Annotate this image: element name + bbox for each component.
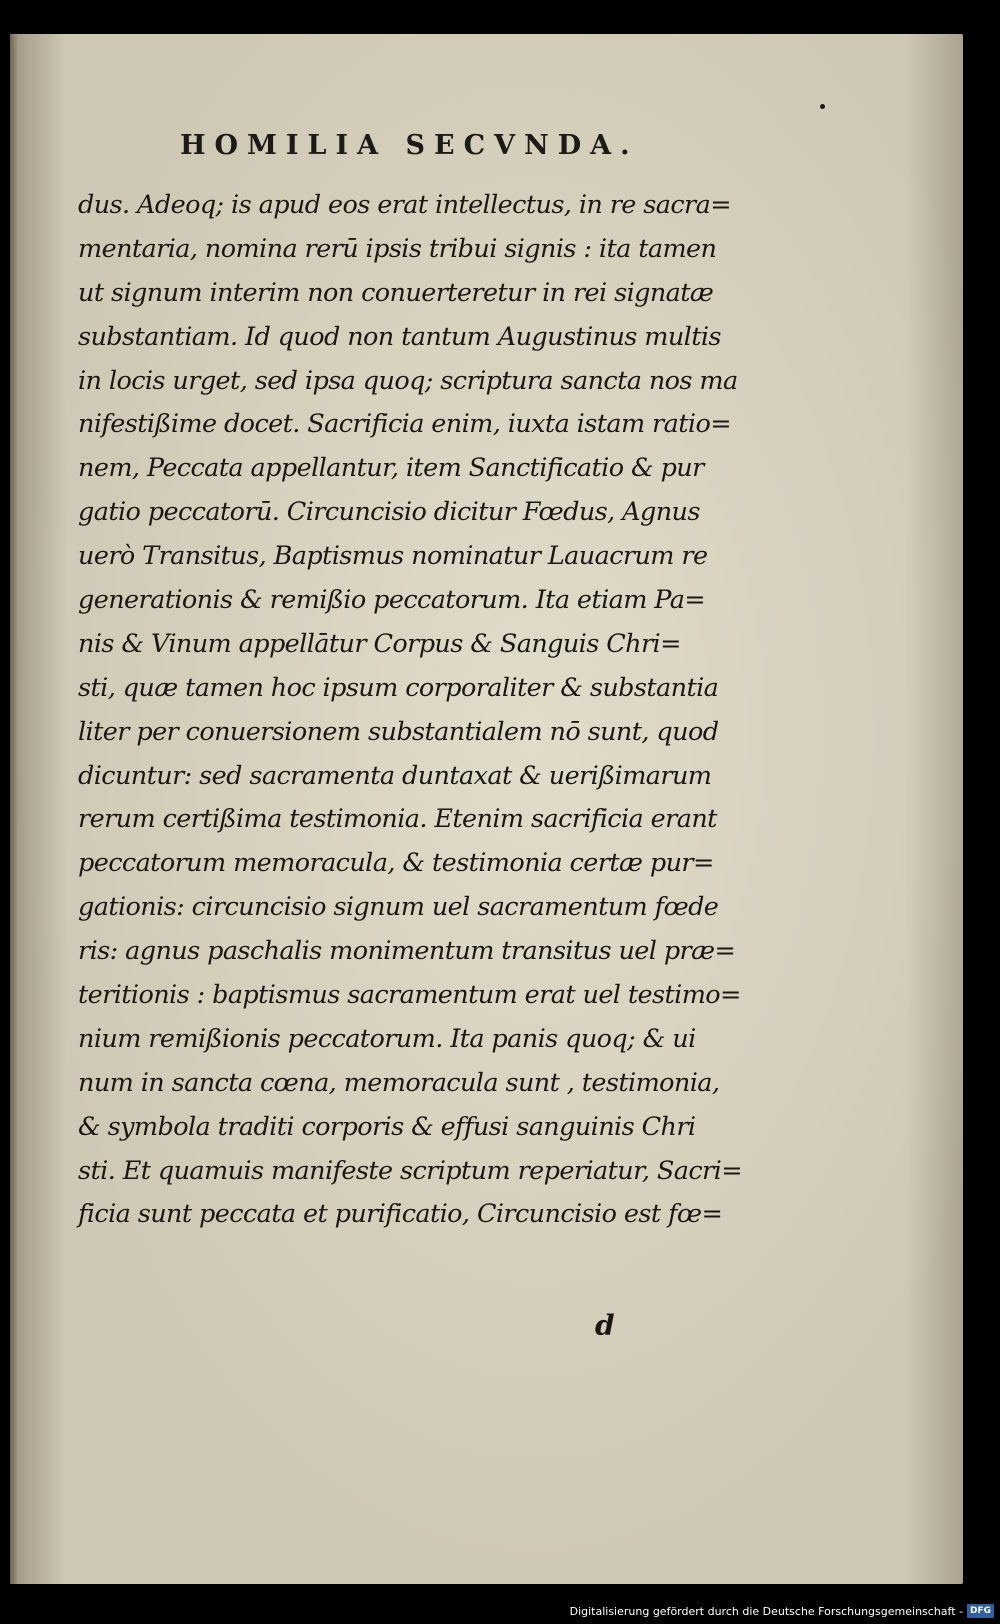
ink-dot xyxy=(820,104,825,109)
text-line: teritionis : baptismus sacramentum erat uel testimo= xyxy=(78,980,741,1011)
body-text xyxy=(78,184,758,1237)
text-line: uerò Transitus, Baptismus nominatur Lauacrum re xyxy=(78,541,708,572)
text-line: gatio peccatorū. Circuncisio dicitur Fœdus, Agnus xyxy=(78,497,700,528)
text-line: & symbola traditi corporis & effusi sanguinis Chri xyxy=(78,1111,696,1142)
text-line: sti. Et quamuis manifeste scriptum reperiatur, Sacri= xyxy=(78,1155,742,1186)
text-line: gationis: circuncisio signum uel sacramentum fœde xyxy=(78,892,719,923)
text-line: mentaria, nomina rerū ipsis tribui signis : ita tamen xyxy=(78,233,717,264)
book-page xyxy=(10,34,963,1584)
text-line: nifestißime docet. Sacrificia enim, iuxta istam ratio= xyxy=(78,409,731,440)
text-line: rerum certißima testimonia. Etenim sacrificia erant xyxy=(78,804,717,835)
text-line: ficia sunt peccata et purificatio, Circuncisio est fœ= xyxy=(78,1199,723,1230)
text-line: nis & Vinum appellātur Corpus & Sanguis Chri= xyxy=(78,628,681,659)
page-gutter xyxy=(10,34,24,1584)
text-line: liter per conuersionem substantialem nō sunt, quod xyxy=(78,716,719,747)
text-line: dus. Adeoq; is apud eos erat intellectus, in re sacra= xyxy=(78,190,732,220)
text-line: num in sancta cœna, memoracula sunt , testimonia, xyxy=(78,1067,720,1098)
text-line: ris: agnus paschalis monimentum transitus uel præ= xyxy=(78,936,736,967)
text-line: sti, quæ tamen hoc ipsum corporaliter & substantia xyxy=(78,672,719,703)
text-line: in locis urget, sed ipsa quoq; scriptura sancta nos ma xyxy=(78,365,738,396)
text-line: nem, Peccata appellantur, item Sanctificatio & pur xyxy=(78,453,704,484)
text-line: dicuntur: sed sacramenta duntaxat & uerißimarum xyxy=(78,760,712,791)
footer-text: Digitalisierung gefördert durch die Deutsche Forschungsgemeinschaft - xyxy=(569,1604,963,1618)
text-line: substantiam. Id quod non tantum Augustinus multis xyxy=(78,321,721,352)
text-line: ut signum interim non conuerteretur in rei signatæ xyxy=(78,277,714,308)
dfg-logo-icon: DFG xyxy=(967,1604,994,1618)
running-head: HOMILIA SECVNDA. xyxy=(180,130,639,161)
text-line: generationis & remißio peccatorum. Ita etiam Pa= xyxy=(78,585,706,616)
digitization-footer xyxy=(570,1600,994,1622)
text-line: nium remißionis peccatorum. Ita panis quoq; & ui xyxy=(78,1023,696,1054)
signature-mark: d xyxy=(595,1309,615,1342)
text-line: peccatorum memoracula, & testimonia certæ pur= xyxy=(78,848,714,879)
